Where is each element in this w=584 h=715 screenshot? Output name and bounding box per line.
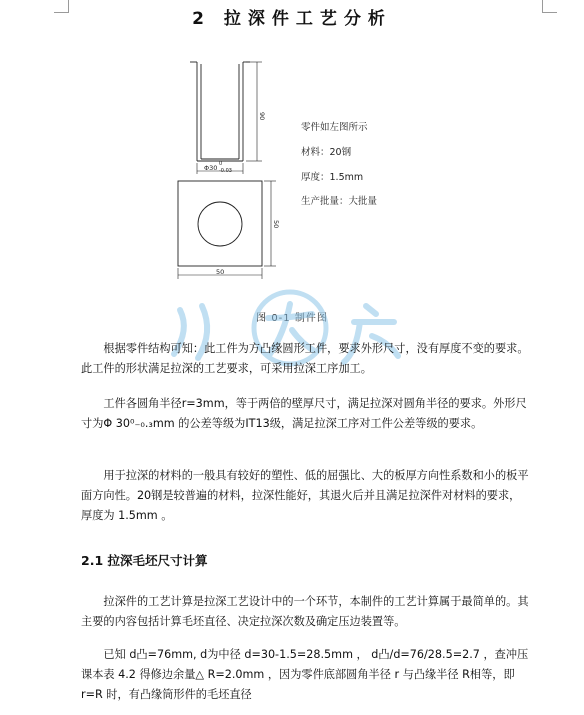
cup-circle: [198, 202, 242, 246]
paragraph-3: 用于拉深的材料的一般具有较好的塑性、低的屈强比、大的板厚方向性系数和小的板平面方向性。20钢是较普遍的材料，拉深性能好，其退火后并且满足拉深件对材料的要求，厚度为 1.5mm 。: [81, 469, 529, 522]
dim-width-label: 50: [216, 268, 225, 276]
part-drawing: [170, 44, 410, 284]
section-paragraph-1: 拉深件的工艺计算是拉深工艺设计中的一个环节，本制件的工艺计算属于最简单的。其主要的内容包括计算毛坯直径、决定拉深次数及确定压边装置等。: [81, 595, 529, 628]
spec-line-2: 材料：20钢: [301, 147, 352, 158]
dim-height-label: 90: [258, 112, 266, 121]
figure-caption: 图 0-1 制件图: [256, 313, 328, 324]
spec-line-1: 零件如左图所示: [301, 122, 368, 133]
section-heading: 2.1 拉深毛坯尺寸计算: [81, 553, 208, 568]
flange-square: [178, 181, 262, 266]
dim-tolerance-label: 0: [219, 161, 223, 167]
section-paragraph-2: 已知 d凸=76mm, d为中径 d=30-1.5=28.5mm ， d凸/d=76/28.5=2.7 ，查冲压课本表 4.2 得修边余量△ R=2.0mm ，因为零件底部圆角半径 r 与凸缘半径 R相等，即 r=R 时，有凸缘筒形件的毛坯直径: [81, 648, 529, 701]
paragraph-2: 工件各圆角半径r=3mm，等于两倍的壁厚尺寸，满足拉深对圆角半径的要求。外形尺寸为Φ 30⁰₋₀.₃mm 的公差等级为IT13级，满足拉深工序对工件公差等级的要求。: [81, 397, 527, 430]
dim-diameter-label: Φ30: [204, 164, 218, 172]
page-title: 2 拉深件工艺分析: [192, 9, 392, 29]
paragraph-1: 根据零件结构可知：此工件为方凸缘圆形工件，要求外形尺寸，没有厚度不变的要求。此工件的形状满足拉深的工艺要求，可采用拉深工序加工。: [81, 342, 529, 375]
spec-line-3: 厚度：1.5mm: [301, 172, 364, 183]
spec-line-4: 生产批量：大批量: [301, 196, 378, 207]
dim-tolerance-label-2: -0.03: [219, 168, 232, 174]
dim-side-label: 50: [272, 220, 280, 229]
